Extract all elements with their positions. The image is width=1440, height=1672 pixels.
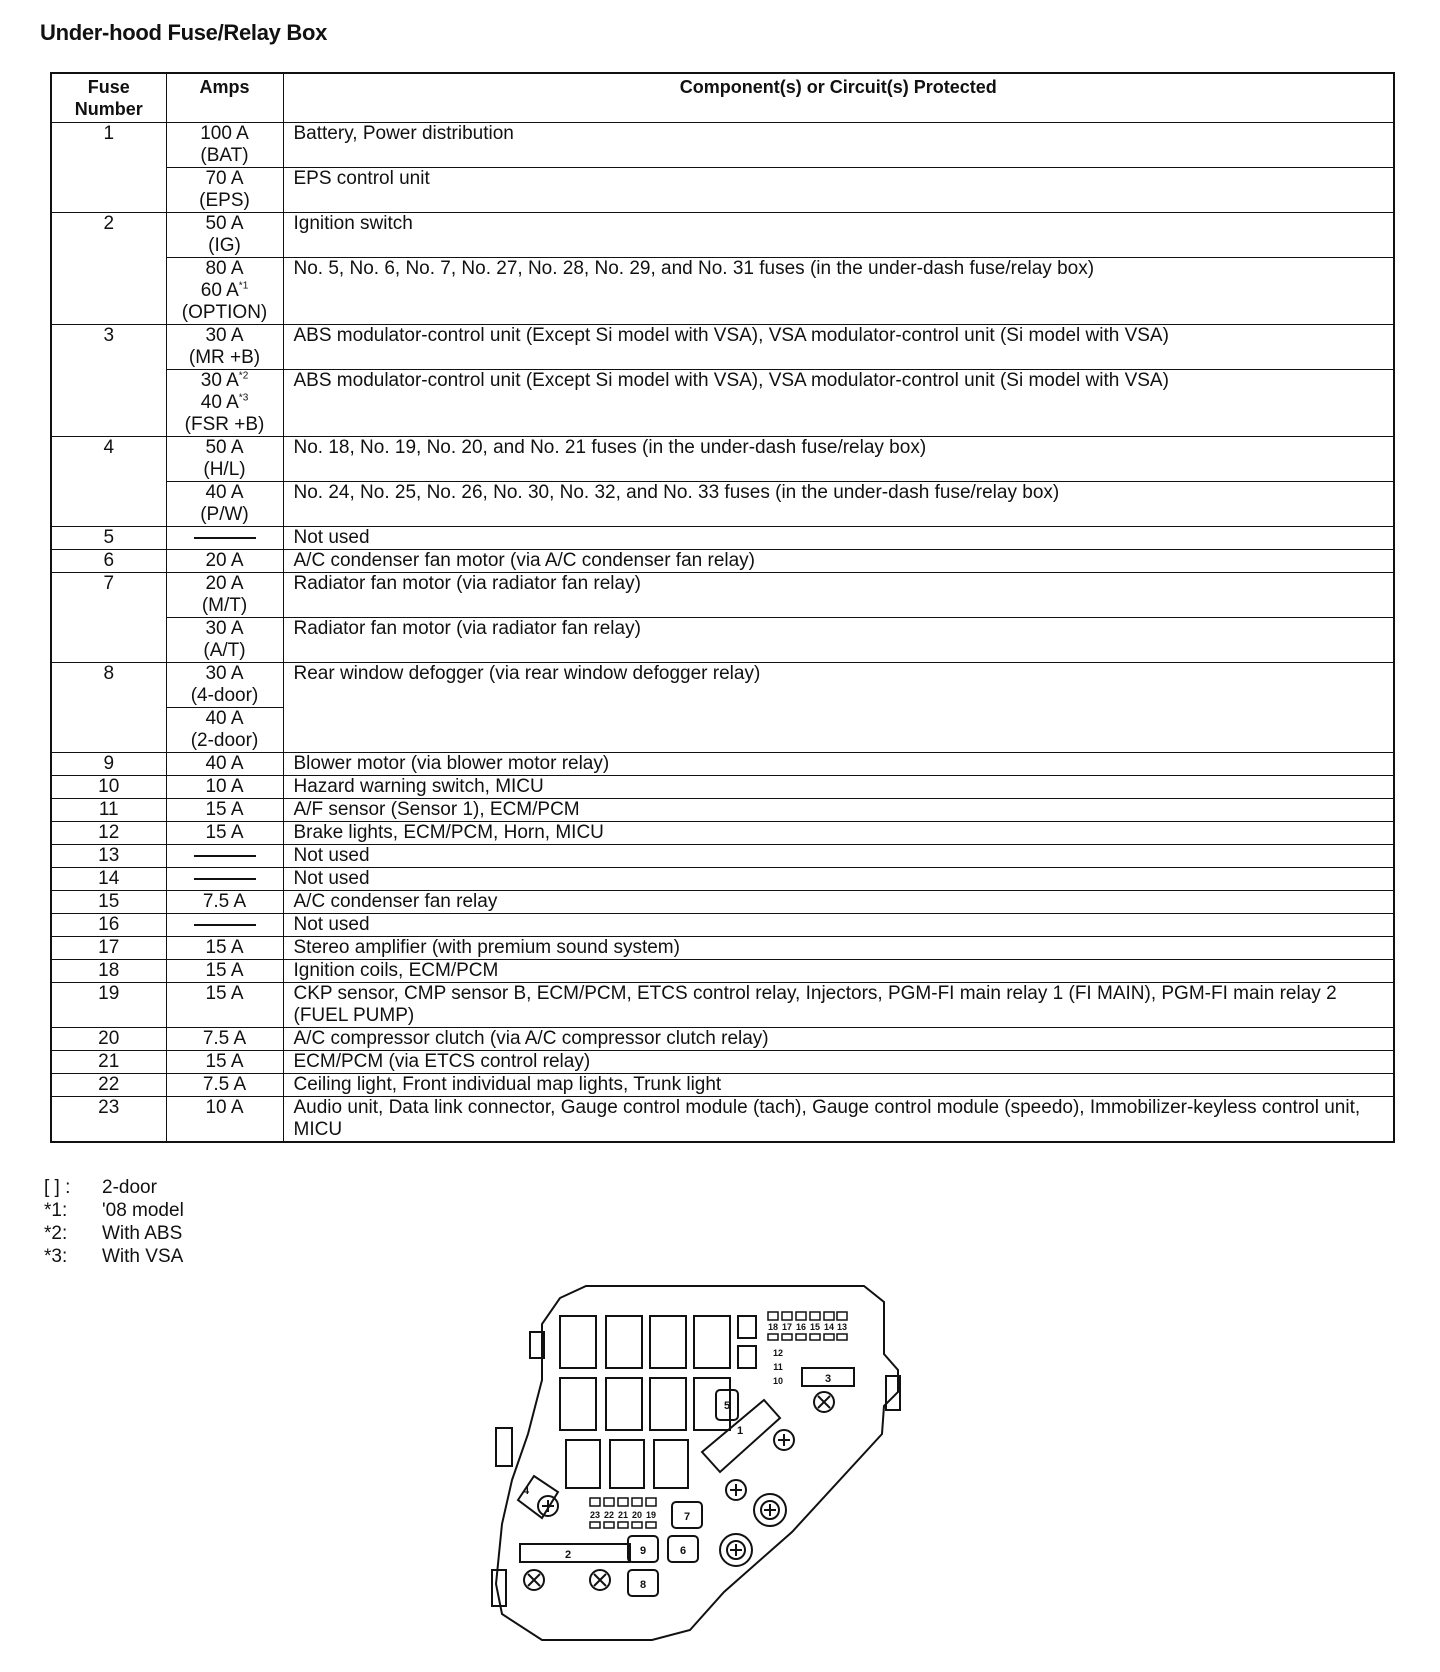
fuse-number-cell: 20: [51, 1028, 166, 1051]
amps-line: 100 A: [200, 123, 249, 144]
footnotes: [44, 1176, 184, 1268]
fuse-number-cell: 14: [51, 868, 166, 891]
component-cell: Hazard warning switch, MICU: [283, 776, 1394, 799]
not-used-dash: [194, 855, 256, 857]
component-cell: A/F sensor (Sensor 1), ECM/PCM: [283, 799, 1394, 822]
amps-line: 15 A: [205, 822, 244, 843]
amps-line: 15 A: [205, 1051, 244, 1072]
amps-line: 50 A: [205, 213, 244, 234]
fuse-label-14: 14: [823, 1322, 835, 1332]
amps-cell: [166, 937, 283, 960]
table-row: [51, 983, 1394, 1028]
footnote-text: With ABS: [102, 1223, 183, 1244]
amps-line: (BAT): [200, 145, 249, 166]
amps-line: 50 A: [205, 437, 244, 458]
amps-cell: [166, 1097, 283, 1143]
amps-cell: [166, 891, 283, 914]
component-cell: A/C condenser fan relay: [283, 891, 1394, 914]
fuse-number-cell: 9: [51, 753, 166, 776]
footnote-key: *3:: [44, 1246, 68, 1267]
fuse-2-body: [520, 1544, 630, 1562]
table-row: [51, 753, 1394, 776]
table-row: [51, 527, 1394, 550]
component-cell: ABS modulator-control unit (Except Si model with VSA), VSA modulator-control unit (Si model with VSA): [283, 325, 1394, 370]
fuse-number-cell: 6: [51, 550, 166, 573]
footnote-key: *1:: [44, 1200, 68, 1221]
component-cell: Not used: [283, 914, 1394, 937]
amps-line: 7.5 A: [202, 1074, 247, 1095]
amps-line: 80 A: [205, 258, 244, 279]
fuse-label-2: 2: [564, 1549, 572, 1561]
component-cell: Not used: [283, 527, 1394, 550]
fuse-number-cell: 5: [51, 527, 166, 550]
fuse-number-cell: 18: [51, 960, 166, 983]
amps-cell: [166, 168, 283, 213]
fuse-label-21: 21: [617, 1510, 629, 1520]
component-cell: Rear window defogger (via rear window defogger relay): [283, 663, 1394, 753]
fuse-label-20: 20: [631, 1510, 643, 1520]
amps-line: (4-door): [190, 685, 259, 706]
fuse-label-23: 23: [589, 1510, 601, 1520]
fuse-table: [50, 72, 1395, 1143]
table-row: [51, 213, 1394, 258]
amps-line: 10 A: [205, 1097, 244, 1118]
footnote: [44, 1176, 184, 1199]
amps-cell: [166, 663, 283, 708]
fuse-label-11: 11: [773, 1362, 783, 1372]
amps-line: 15 A: [205, 960, 244, 981]
amps-line: 7.5 A: [202, 891, 247, 912]
fuse-number-cell: 13: [51, 845, 166, 868]
fuse-table-body: [51, 123, 1394, 1143]
fuse-number-cell: 1: [51, 123, 166, 213]
fuse-label-19: 19: [645, 1510, 657, 1520]
table-row: [51, 1097, 1394, 1143]
amps-cell: [166, 527, 283, 550]
header-amps: Amps: [166, 73, 283, 123]
footnote: [44, 1222, 184, 1245]
amps-line: 40 A: [205, 482, 244, 503]
fuse-number-cell: 17: [51, 937, 166, 960]
amps-line: (P/W): [200, 504, 249, 525]
fuse-number-cell: 23: [51, 1097, 166, 1143]
amps-line: 40 A: [205, 708, 244, 729]
footnote-key: [ ] :: [44, 1177, 71, 1198]
component-cell: ABS modulator-control unit (Except Si model with VSA), VSA modulator-control unit (Si model with VSA): [283, 370, 1394, 437]
component-cell: CKP sensor, CMP sensor B, ECM/PCM, ETCS control relay, Injectors, PGM-FI main relay 1 (FI MAIN), PGM-FI main relay 2 (FUEL PUMP): [283, 983, 1394, 1028]
table-row: [51, 914, 1394, 937]
table-row: [51, 799, 1394, 822]
table-row: [51, 123, 1394, 168]
amps-cell: [166, 845, 283, 868]
not-used-dash: [194, 878, 256, 880]
component-cell: ECM/PCM (via ETCS control relay): [283, 1051, 1394, 1074]
amps-line: (M/T): [201, 595, 248, 616]
component-cell: Audio unit, Data link connector, Gauge control module (tach), Gauge control module (speedo), Immobilizer-keyless control unit, MICU: [283, 1097, 1394, 1143]
component-cell: Ignition switch: [283, 213, 1394, 258]
amps-line: 30 A: [205, 663, 244, 684]
amps-cell: [166, 776, 283, 799]
table-row: [51, 868, 1394, 891]
mount-tab: [496, 1428, 512, 1466]
table-row: [51, 1028, 1394, 1051]
fuse-label-9: 9: [639, 1545, 647, 1557]
table-header-row: [51, 73, 1394, 123]
amps-cell: [166, 437, 283, 482]
fuse-number-cell: 15: [51, 891, 166, 914]
amps-line: 15 A: [205, 799, 244, 820]
table-row: [51, 325, 1394, 370]
amps-cell: [166, 618, 283, 663]
footnote-text: '08 model: [102, 1200, 184, 1221]
component-cell: A/C compressor clutch (via A/C compressor clutch relay): [283, 1028, 1394, 1051]
component-cell: A/C condenser fan motor (via A/C condenser fan relay): [283, 550, 1394, 573]
amps-cell: [166, 1028, 283, 1051]
amps-cell: [166, 123, 283, 168]
not-used-dash: [194, 924, 256, 926]
fuse-number-cell: 21: [51, 1051, 166, 1074]
amps-line: 10 A: [205, 776, 244, 797]
amps-line: (A/T): [203, 640, 246, 661]
amps-cell: [166, 822, 283, 845]
amps-cell: [166, 708, 283, 753]
fuse-label-7: 7: [683, 1511, 691, 1523]
fuse-number-cell: 10: [51, 776, 166, 799]
table-row: [51, 437, 1394, 482]
table-row: [51, 482, 1394, 527]
amps-line: (FSR +B): [184, 414, 265, 435]
table-row: [51, 776, 1394, 799]
component-cell: Radiator fan motor (via radiator fan relay): [283, 618, 1394, 663]
component-cell: Ignition coils, ECM/PCM: [283, 960, 1394, 983]
amps-cell: [166, 914, 283, 937]
amps-line: 20 A: [205, 573, 244, 594]
component-cell: No. 18, No. 19, No. 20, and No. 21 fuses (in the under-dash fuse/relay box): [283, 437, 1394, 482]
amps-line: 40 $A^{*3}$: [200, 392, 249, 413]
amps-cell: [166, 370, 283, 437]
amps-cell: [166, 983, 283, 1028]
fuse-number-cell: 8: [51, 663, 166, 753]
fuse-number-cell: 22: [51, 1074, 166, 1097]
amps-line: 30 A: [205, 325, 244, 346]
fuse-label-22: 22: [603, 1510, 615, 1520]
amps-line: (MR +B): [188, 347, 261, 368]
amps-cell: [166, 213, 283, 258]
header-fuse-number: Fuse Number: [51, 73, 166, 123]
footnote-text: 2-door: [102, 1177, 157, 1198]
component-cell: No. 24, No. 25, No. 26, No. 30, No. 32, and No. 33 fuses (in the under-dash fuse/relay box): [283, 482, 1394, 527]
amps-line: 15 A: [205, 937, 244, 958]
table-row: [51, 937, 1394, 960]
amps-line: (EPS): [199, 190, 250, 211]
footnote-text: With VSA: [102, 1246, 184, 1267]
fuse-number-cell: 7: [51, 573, 166, 663]
fuse-number-cell: 19: [51, 983, 166, 1028]
component-cell: Battery, Power distribution: [283, 123, 1394, 168]
table-row: [51, 618, 1394, 663]
table-row: [51, 960, 1394, 983]
header-components: Component(s) or Circuit(s) Protected: [283, 73, 1394, 123]
fuse-label-17: 17: [781, 1322, 793, 1332]
fuse-number-cell: 2: [51, 213, 166, 325]
table-row: [51, 550, 1394, 573]
amps-cell: [166, 482, 283, 527]
amps-line: (2-door): [190, 730, 259, 751]
table-row: [51, 663, 1394, 708]
table-row: [51, 891, 1394, 914]
table-row: [51, 1051, 1394, 1074]
amps-cell: [166, 868, 283, 891]
component-cell: Blower motor (via blower motor relay): [283, 753, 1394, 776]
fuse-label-6: 6: [679, 1545, 687, 1557]
fuse-label-8: 8: [639, 1579, 647, 1591]
fuse-label-15: 15: [809, 1322, 821, 1332]
table-row: [51, 1074, 1394, 1097]
fuse-label-5: 5: [723, 1400, 731, 1412]
component-cell: Radiator fan motor (via radiator fan relay): [283, 573, 1394, 618]
footnote: [44, 1245, 184, 1268]
component-cell: Stereo amplifier (with premium sound system): [283, 937, 1394, 960]
fuse-number-cell: 16: [51, 914, 166, 937]
amps-line: 15 A: [205, 983, 244, 1004]
component-cell: Not used: [283, 868, 1394, 891]
page-title: Under-hood Fuse/Relay Box: [40, 20, 328, 45]
amps-line: (H/L): [203, 459, 246, 480]
component-cell: EPS control unit: [283, 168, 1394, 213]
component-cell: Not used: [283, 845, 1394, 868]
amps-cell: [166, 550, 283, 573]
amps-cell: [166, 1051, 283, 1074]
amps-line: (IG): [208, 235, 241, 256]
table-row: [51, 845, 1394, 868]
fuse-number-cell: 12: [51, 822, 166, 845]
fuse-label-1: 1: [736, 1425, 744, 1437]
table-row: [51, 258, 1394, 325]
table-row: [51, 822, 1394, 845]
amps-cell: [166, 573, 283, 618]
fuse-number-cell: 3: [51, 325, 166, 437]
footnote: [44, 1199, 184, 1222]
footnote-key: *2:: [44, 1223, 68, 1244]
amps-line: 40 A: [205, 753, 244, 774]
amps-cell: [166, 258, 283, 325]
fuse-number-cell: 4: [51, 437, 166, 527]
amps-cell: [166, 960, 283, 983]
amps-line: 30 A: [205, 618, 244, 639]
fuse-label-10: 10: [772, 1376, 784, 1386]
component-cell: No. 5, No. 6, No. 7, No. 27, No. 28, No. 29, and No. 31 fuses (in the under-dash fuse/relay box): [283, 258, 1394, 325]
fuse-label-4: 4: [522, 1485, 530, 1497]
amps-cell: [166, 325, 283, 370]
fuse-label-13: 13: [836, 1322, 848, 1332]
amps-line: (OPTION): [181, 302, 268, 323]
table-row: [51, 370, 1394, 437]
amps-cell: [166, 799, 283, 822]
fuse-label-18: 18: [767, 1322, 779, 1332]
amps-line: 7.5 A: [202, 1028, 247, 1049]
fuse-label-3: 3: [824, 1373, 832, 1385]
fuse-label-12: 12: [772, 1348, 784, 1358]
amps-line: 30 $A^{*2}$: [200, 370, 249, 391]
table-row: [51, 573, 1394, 618]
fuse-box-diagram: [490, 1280, 920, 1650]
fuse-label-16: 16: [795, 1322, 807, 1332]
component-cell: Brake lights, ECM/PCM, Horn, MICU: [283, 822, 1394, 845]
amps-cell: [166, 1074, 283, 1097]
table-row: [51, 168, 1394, 213]
not-used-dash: [194, 537, 256, 539]
amps-line: 60 $A^{*1}$: [200, 280, 249, 301]
amps-line: 20 A: [205, 550, 244, 571]
amps-line: 70 A: [205, 168, 244, 189]
component-cell: Ceiling light, Front individual map lights, Trunk light: [283, 1074, 1394, 1097]
amps-cell: [166, 753, 283, 776]
fuse-number-cell: 11: [51, 799, 166, 822]
